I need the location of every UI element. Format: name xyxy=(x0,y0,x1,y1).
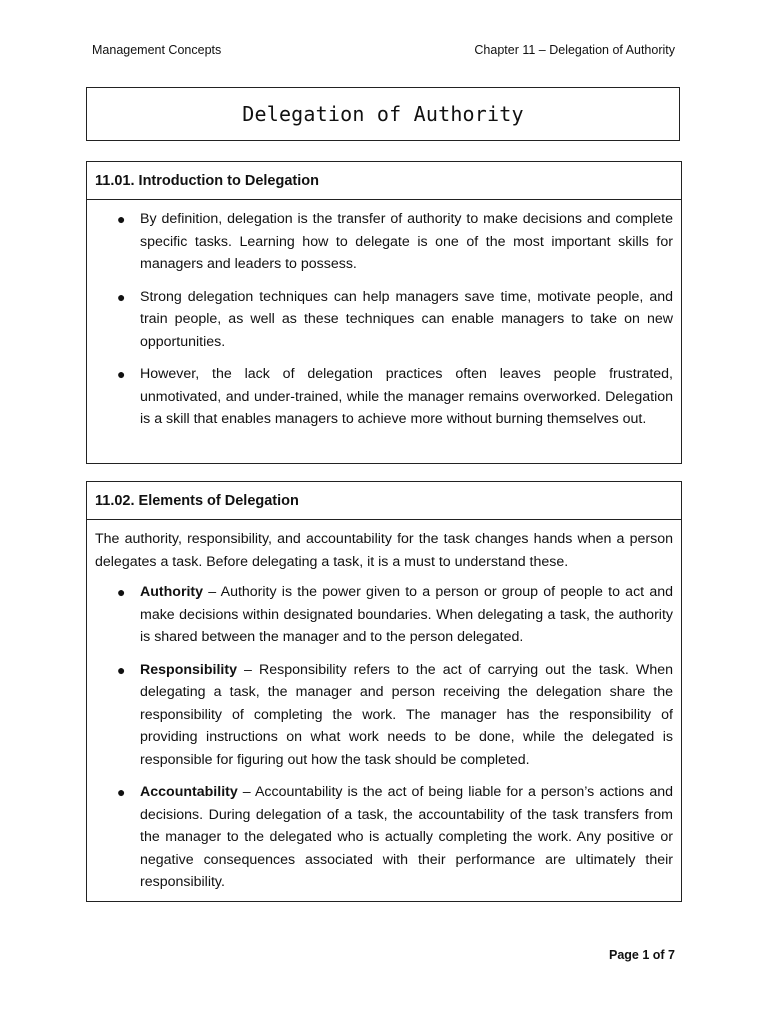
title-box xyxy=(86,87,680,141)
bullet-icon: ● xyxy=(117,211,126,227)
section-introduction xyxy=(86,161,682,464)
term-text: – Authority is the power given to a person or group of people to act and make decisions within designated boundaries. When delegating a task, the authority is shared between the manager and to the person delegated. xyxy=(140,584,673,645)
page-number: Page 1 of 7 xyxy=(609,948,675,962)
bullet-text: Strong delegation techniques can help managers save time, motivate people, and train people, as well as these techniques can enable managers to take on new opportunities. xyxy=(140,288,673,350)
term-text: – Responsibility refers to the act of carrying out the task. When delegating a task, the manager and person receiving the delegation share the responsibility of completing the work. The manager has the responsibility of providing instructions on what work needs to be done, while the delegated is responsible for figuring out how the task should be completed. xyxy=(140,661,673,768)
section-elements xyxy=(86,481,682,902)
section-intro: The authority, responsibility, and accountability for the task changes hands when a person delegates a task. Before delegating a task, it is a must to understand these. xyxy=(95,531,673,570)
bullet-text: However, the lack of delegation practices often leaves people frustrated, unmotivated, and under-trained, while the manager remains overworked. Delegation is a skill that enables managers to achieve more without burning themselves out. xyxy=(140,366,673,427)
list-item xyxy=(95,286,673,354)
page-title: Delegation of Authority xyxy=(242,102,524,126)
term-label: Responsibility xyxy=(140,661,237,678)
section-body xyxy=(87,200,681,431)
bullet-icon: ● xyxy=(117,584,126,600)
list-item xyxy=(95,581,673,649)
bullet-icon: ● xyxy=(117,288,126,305)
bullet-icon: ● xyxy=(117,661,126,678)
term-label: Accountability xyxy=(140,784,238,800)
bullet-icon: ● xyxy=(117,366,126,382)
header-right: Chapter 11 – Delegation of Authority xyxy=(474,43,675,57)
bullet-icon: ● xyxy=(117,784,126,800)
term-text: – Accountability is the act of being liable for a person’s actions and decisions. During delegation of a task, the accountability of the task transfers from the manager to the delegated who is actually completing the work. Any positive or negative consequences associated with their performance are ultimately their responsibility. xyxy=(140,784,673,890)
header-left: Management Concepts xyxy=(92,43,222,57)
list-item xyxy=(95,659,673,772)
section-body xyxy=(87,520,681,894)
bullet-list xyxy=(95,208,673,431)
list-item xyxy=(95,363,673,431)
bullet-text: By definition, delegation is the transfer of authority to make decisions and complete specific tasks. Learning how to delegate is one of the most important skills for managers and leaders to possess. xyxy=(140,211,673,272)
section-heading: 11.02. Elements of Delegation xyxy=(87,482,681,520)
term-label: Authority xyxy=(140,584,204,600)
list-item xyxy=(95,781,673,894)
bullet-list xyxy=(95,581,673,894)
section-heading: 11.01. Introduction to Delegation xyxy=(87,162,681,200)
list-item xyxy=(95,208,673,276)
